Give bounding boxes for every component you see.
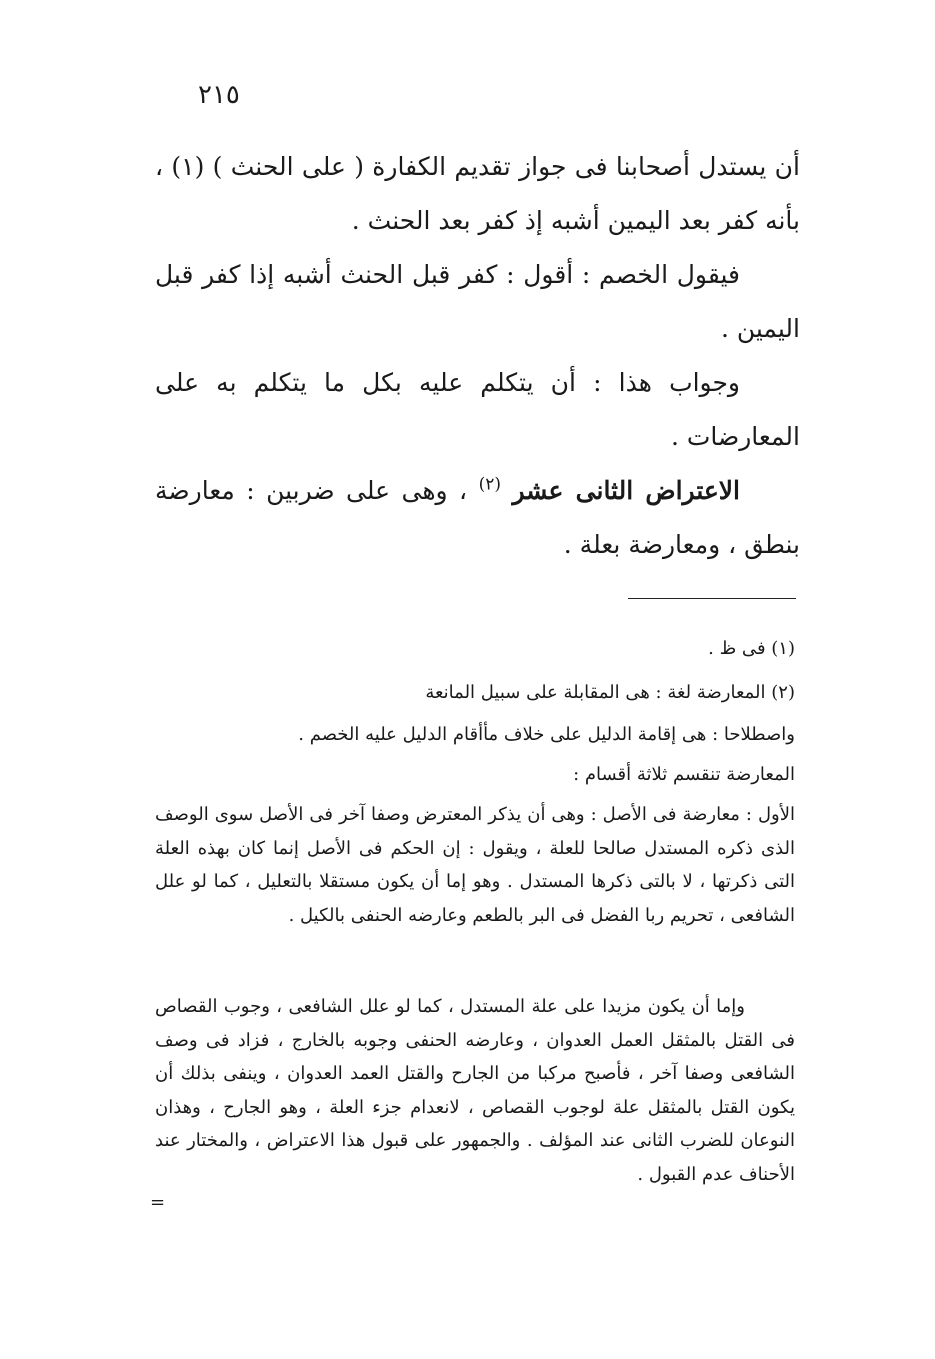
paragraph-4-text: ، وهى على ضربين : معارضة بنطق ، ومعارضة بعلة . bbox=[155, 476, 800, 559]
paragraph-2: فيقول الخصم : أقول : كفر قبل الحنث أشبه إذا كفر قبل اليمين . bbox=[155, 260, 800, 343]
footnote-2-first-type: الأول : معارضة فى الأصل : وهى أن يذكر المعترض وصفا آخر فى الأصل سوى الوصف الذى ذكره المستدل صالحا للعلة ، ويقول : إن الحكم فى الأصل إنما كان بهذه العلة التى ذكرتها ، لا بالتى ذكرها المستدل . وهو إما أن يكون مستقلا بالتعليل ، كما لو علل الشافعى ، تحريم ربا الفضل فى البر بالطعم وعارضه الحنفى بالكيل . bbox=[155, 804, 795, 926]
footnote-ref: (٢) bbox=[478, 474, 501, 495]
paragraph-3: وجواب هذا : أن يتكلم عليه بكل ما يتكلم به على المعارضات . bbox=[155, 368, 800, 451]
footnote-1: (١) فى ظ . bbox=[708, 638, 795, 659]
paragraph-1: أن يستدل أصحابنا فى جواز تقديم الكفارة ( على الحنث ) (١) ، بأنه كفر بعد اليمين أشبه إذ كفر بعد الحنث . bbox=[155, 152, 800, 235]
footnote-2-second-type: وإما أن يكون مزيدا على علة المستدل ، كما لو علل الشافعى ، وجوب القصاص فى القتل بالمثقل العمل العدوان ، وعارضه الحنفى وجوبه بالخارج ، فزاد فى وصف الشافعى وصفا آخر ، فأصبح مركبا من الجارح والقتل العمد العدوان ، وينفى بذلك أن يكون القتل بالمثقل علة لوجوب القصاص ، لانعدام جزء العلة ، وهو الجارح ، وهذان النوعان للضرب الثانى عند المؤلف . والجمهور على قبول هذا الاعتراض ، والمختار عند الأحناف عدم القبول . bbox=[155, 996, 795, 1185]
footnote-2: (٢) المعارضة لغة : هى المقابلة على سبيل المانعة bbox=[425, 682, 795, 703]
page-number: ٢١٥ bbox=[198, 80, 240, 110]
section-heading: الاعتراض الثانى عشر bbox=[512, 476, 740, 505]
continuation-mark: = bbox=[150, 1192, 166, 1213]
footnote-divider bbox=[628, 598, 796, 599]
footnote-2-division: المعارضة تنقسم ثلاثة أقسام : bbox=[573, 764, 795, 785]
footnote-2-definition: واصطلاحا : هى إقامة الدليل على خلاف مأأقام الدليل عليه الخصم . bbox=[298, 724, 795, 745]
paragraph-4 bbox=[155, 464, 800, 572]
